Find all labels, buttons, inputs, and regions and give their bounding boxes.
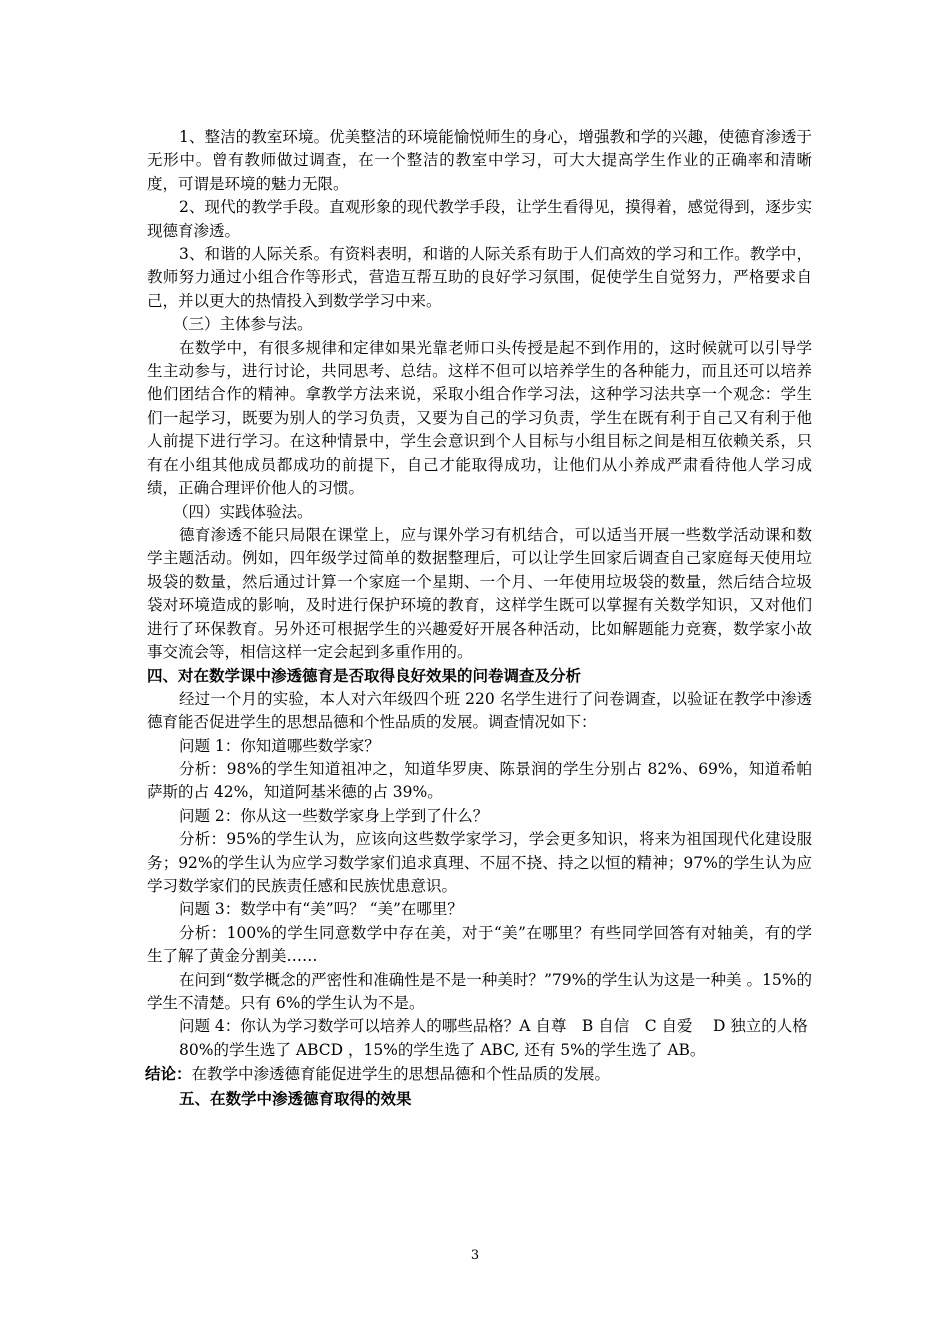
paragraph-survey-intro: 经过一个月的实验，本人对六年级四个班 220 名学生进行了问卷调查，以验证在教学中渗透德育能否促进学生的思想品德和个性品质的发展。调查情况如下： (147, 689, 812, 732)
paragraph-modern-teaching: 2、现代的教学手段。直观形象的现代教学手段，让学生看得见，摸得着，感觉得到，逐步实现德育渗透。 (147, 198, 812, 240)
subheading-practice-method: （四）实践体验法。 (173, 502, 313, 521)
question-1: 问题 1：你知道哪些数学家？ (179, 736, 380, 755)
section-heading-survey: 四、对在数学课中渗透德育是否取得良好效果的问卷调查及分析 (147, 666, 582, 686)
question-2: 问题 2：你从这一些数学家身上学到了什么？ (179, 806, 489, 825)
conclusion (145, 1062, 812, 1086)
conclusion-text: 在教学中渗透德育能促进学生的思想品德和个性品质的发展。 (191, 1065, 611, 1084)
paragraph-practice: 德育渗透不能只局限在课堂上，应与课外学习有机结合，可以适当开展一些数学活动课和数学主题活动。例如，四年级学过简单的数据整理后，可以让学生回家后调查自己家庭每天使用垃圾袋的数量，然后通过计算一个家庭一个星期、一个月、一年使用垃圾袋的数量，然后结合垃圾袋对环境造成的影响，及时进行保护环境的教育，这样学生既可以掌握有关数学知识，又对他们进行了环保教育。另外还可根据学生的兴趣爱好开展各种活动，比如解题能力竞赛，数学家小故事交流会等，相信这样一定会起到多重作用的。 (147, 525, 812, 661)
analysis-3: 分析：100%的学生同意数学中存在美，对于“美”在哪里？有些同学回答有对轴美，有的学生了解了黄金分割美…… (147, 923, 812, 966)
page-number: 3 (470, 1248, 480, 1263)
document-body (147, 126, 812, 1110)
paragraph-beauty-question: 在问到“数学概念的严密性和准确性是不是一种美时？”79%的学生认为这是一种美 。15%的学生不清楚。只有 6%的学生认为不是。 (147, 970, 812, 1013)
question-3: 问题 3：数学中有“美”吗？ “美”在哪里？ (179, 900, 463, 919)
analysis-2: 分析：95%的学生认为，应该向这些数学家学习，学会更多知识，将来为祖国现代化建设服务；92%的学生认为应学习数学家们追求真理、不屈不挠、持之以恒的精神；97%的学生认为应学习数学家们的民族责任感和民族忧患意识。 (147, 830, 812, 895)
question-4: 问题 4：你认为学习数学可以培养人的哪些品格？A 自尊 B 自信 C 自爱 D 独立的人格 (179, 1017, 808, 1036)
subheading-participation-method: （三）主体参与法。 (173, 315, 313, 334)
analysis-4: 80%的学生选了 ABCD ，15%的学生选了 ABC, 还有 5%的学生选了 AB。 (179, 1040, 706, 1059)
paragraph-harmonious-relations: 3、和谐的人际关系。有资料表明，和谐的人际关系有助于人们高效的学习和工作。教学中，教师努力通过小组合作等形式，营造互帮互助的良好学习氛围，促使学生自觉努力，严格要求自己，并以更大的热情投入到数学学习中来。 (147, 245, 812, 310)
section-heading-effects: 五、在数学中渗透德育取得的效果 (179, 1088, 412, 1108)
paragraph-participation: 在数学中，有很多规律和定律如果光靠老师口头传授是起不到作用的，这时候就可以引导学生主动参与，进行讨论，共同思考、总结。这样不但可以培养学生的各种能力，而且还可以培养他们团结合作的精神。拿教学方法来说，采取小组合作学习法，这种学习法共享一个观念：学生们一起学习，既要为别人的学习负责，又要为自己的学习负责，学生在既有利于自己又有利于他人前提下进行学习。在这种情景中，学生会意识到个人目标与小组目标之间是相互依赖关系，只有在小组其他成员都成功的前提下，自己才能取得成功，让他们从小养成严肃看待他人学习成绩，正确合理评价他人的习惯。 (147, 338, 812, 498)
paragraph-clean-classroom: 1、整洁的教室环境。优美整洁的环境能愉悦师生的身心，增强教和学的兴趣，使德育渗透于无形中。曾有教师做过调查，在一个整洁的教室中学习，可大大提高学生作业的正确率和清晰度，可谓是环境的魅力无限。 (147, 128, 812, 193)
conclusion-label: 结论： (145, 1064, 192, 1084)
analysis-1: 分析：98%的学生知道祖冲之，知道华罗庚、陈景润的学生分别占 82%、69%，知道希帕萨斯的占 42%，知道阿基米德的占 39%。 (147, 759, 812, 802)
